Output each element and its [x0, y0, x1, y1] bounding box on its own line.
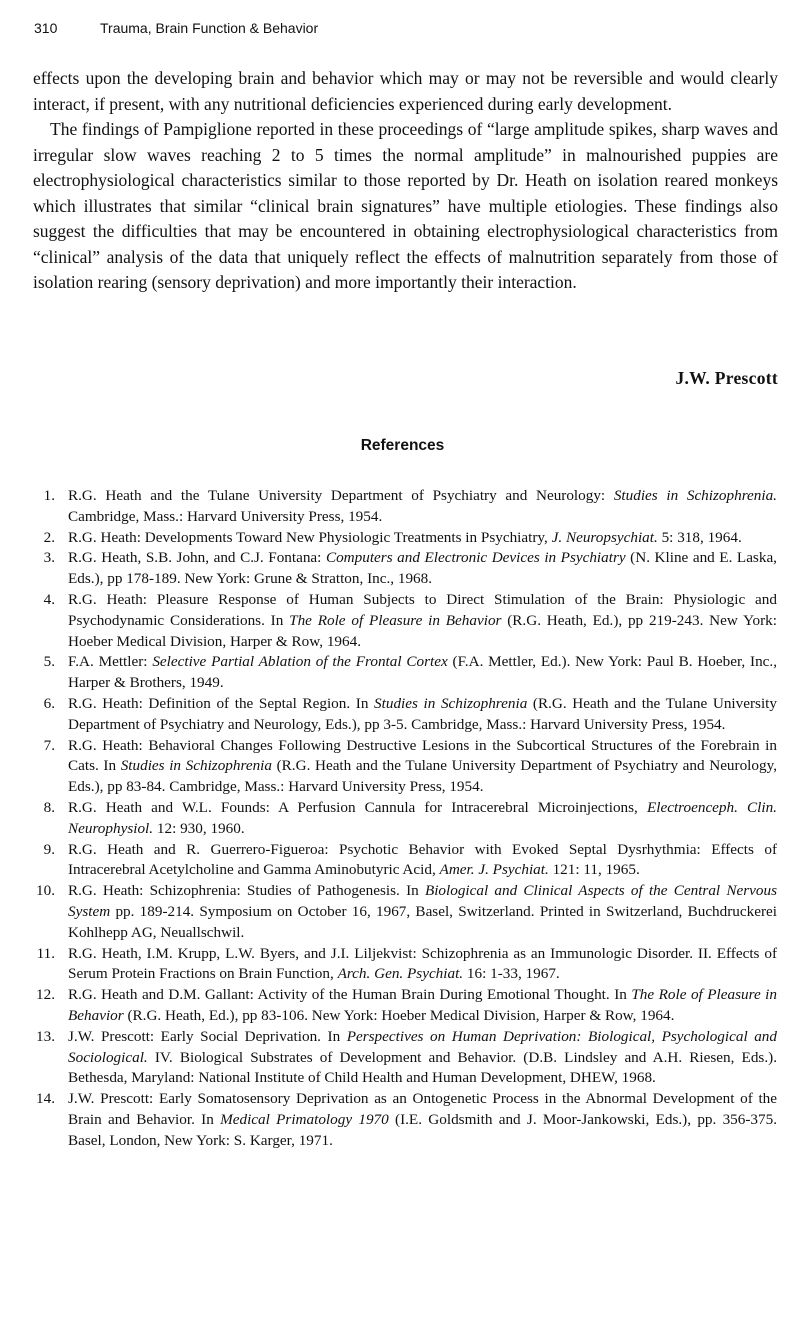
reference-item — [0, 881, 805, 943]
reference-title: Perspectives on Human Deprivation: Biological, Psychological and Sociological. — [68, 1027, 777, 1066]
reference-number: 11. — [36, 944, 55, 962]
paragraph: effects upon the developing brain and behavior which may or may not be reversible and would clearly interact, if present, with any nutritional deficiencies experienced during early development. — [33, 68, 778, 114]
reference-number: 14. — [36, 1090, 55, 1108]
reference-title: Studies in Schizophrenia — [374, 694, 528, 712]
reference-title: Studies in Schizophrenia — [120, 757, 272, 775]
reference-item — [0, 528, 805, 549]
paragraph: The findings of Pampiglione reported in these proceedings of “large amplitude spikes, sharp waves and irregular slow waves reaching 2 to 5 times the normal amplitude” in malnourished puppies are electrophysiological characteristics similar to those reported by Dr. Heath on isolation reared monkeys which illustrates that similar “clinical brain signatures” have multiple etiologies. These findings also suggest the difficulties that may be encountered in obtaining electrophysiological characteristics from “clinical” analysis of the data that uniquely reflect the effects of malnutrition separately from those of isolation rearing (sensory deprivation) and more importantly their interaction. — [33, 119, 778, 292]
reference-number: 7. — [43, 736, 55, 754]
reference-number: 3. — [43, 549, 55, 567]
reference-text: J.W. Prescott: Early Social Deprivation. In Perspectives on Human Deprivation: Biological, Psychological and Sociological. IV. Biological Substrates of Development and Behavior. (D.B. Lindsley and A.H. Riesen, Eds.). Bethesda, Maryland: National Institute of Child Health and Human Development, DHEW, 1968. — [68, 1027, 777, 1087]
reference-item — [0, 944, 805, 986]
reference-item — [0, 590, 805, 652]
reference-number: 1. — [43, 487, 55, 504]
reference-number: 4. — [43, 590, 55, 608]
reference-text: R.G. Heath, I.M. Krupp, L.W. Byers, and J.I. Liljekvist: Schizophrenia as an Immunologic Disorder. II. Effects of Serum Protein Fractions on Brain Function, Arch. Gen. Psychiat. 16: 1-33, 1967. — [68, 944, 777, 983]
reference-title: Biological and Clinical Aspects of the Central Nervous System — [68, 882, 777, 920]
reference-item — [0, 1027, 805, 1089]
reference-title: J. Neuropsychiat. — [551, 528, 658, 546]
references-list — [0, 486, 805, 1152]
reference-item — [0, 486, 805, 528]
reference-text: R.G. Heath: Developments Toward New Physiologic Treatments in Psychiatry, J. Neuropsychiat. 5: 318, 1964. — [68, 528, 742, 546]
reference-item — [0, 694, 805, 736]
reference-text: J.W. Prescott: Early Somatosensory Deprivation as an Ontogenetic Process in the Abnormal Development of the Brain and Behavior. In Medical Primatology 1970 (I.E. Goldsmith and J. Moor-Jankowski, Eds.), pp. 356-375. Basel, London, New York: S. Karger, 1971. — [68, 1090, 778, 1149]
reference-item — [0, 652, 805, 694]
page-number: 310 — [34, 20, 58, 36]
reference-text: R.G. Heath: Schizophrenia: Studies of Pathogenesis. In Biological and Clinical Aspects of the Central Nervous System pp. 189-214. Symposium on October 16, 1967, Basel, Switzerland. Printed in Switzerland, Buchdruckerei Kohlhepp AG, Neuallschwil. — [68, 882, 777, 941]
reference-title: Arch. Gen. Psychiat. — [337, 965, 464, 983]
reference-text: R.G. Heath and W.L. Founds: A Perfusion Cannula for Intracerebral Microinjections, Electroenceph. Clin. Neurophysiol. 12: 930, 1960. — [68, 798, 777, 837]
reference-title: Computers and Electronic Devices in Psychiatry — [325, 549, 626, 567]
reference-title: Medical Primatology 1970 — [220, 1110, 389, 1128]
reference-title: Amer. J. Psychiat. — [439, 861, 549, 879]
reference-title: Selective Partial Ablation of the Frontal Cortex — [152, 653, 448, 671]
reference-text: R.G. Heath and D.M. Gallant: Activity of the Human Brain During Emotional Thought. In The Role of Pleasure in Behavior (R.G. Heath, Ed.), pp 83-106. New York: Hoeber Medical Division, Harper & Row, 1964. — [68, 986, 777, 1024]
reference-number: 5. — [43, 653, 55, 671]
reference-number: 6. — [43, 694, 55, 712]
reference-item — [0, 798, 805, 840]
reference-item — [0, 1089, 805, 1151]
reference-item — [0, 736, 805, 798]
reference-number: 9. — [43, 840, 55, 858]
running-header — [34, 20, 318, 36]
reference-text: R.G. Heath and the Tulane University Department of Psychiatry and Neurology: Studies in Schizophrenia. Cambridge, Mass.: Harvard University Press, 1954. — [68, 487, 777, 525]
reference-title: The Role of Pleasure in Behavior — [289, 611, 502, 629]
reference-title: The Role of Pleasure in Behavior — [68, 986, 777, 1024]
reference-number: 8. — [43, 798, 55, 816]
reference-item — [0, 985, 805, 1027]
author-signature: J.W. Prescott — [675, 368, 778, 388]
reference-text: R.G. Heath: Behavioral Changes Following Destructive Lesions in the Subcortical Structures of the Forebrain in Cats. In Studies in Schizophrenia (R.G. Heath and the Tulane University Department of Psychiatry and Neurology, Eds.), pp 83-84. Cambridge, Mass.: Harvard University Press, 1954. — [68, 736, 777, 796]
reference-text: F.A. Mettler: Selective Partial Ablation of the Frontal Cortex (F.A. Mettler, Ed.). New York: Paul B. Hoeber, Inc., Harper & Brothers, 1949. — [68, 653, 778, 692]
body-text — [33, 66, 778, 296]
reference-number: 13. — [36, 1027, 55, 1045]
reference-text: R.G. Heath and R. Guerrero-Figueroa: Psychotic Behavior with Evoked Septal Dysrhythmia: Effects of Intracerebral Acetylcholine and Gamma Aminobutyric Acid, Amer. J. Psychiat. 121: 11, 1965. — [68, 840, 777, 879]
references-heading: References — [360, 437, 445, 454]
reference-title: Electroenceph. Clin. Neurophysiol. — [68, 798, 777, 837]
reference-number: 12. — [36, 986, 55, 1004]
reference-text: R.G. Heath, S.B. John, and C.J. Fontana: Computers and Electronic Devices in Psychiatry (N. Kline and E. Laska, Eds.), pp 178-189. New York: Grune & Stratton, Inc., 1968. — [68, 549, 777, 588]
reference-number: 10. — [36, 882, 55, 900]
reference-text: R.G. Heath: Definition of the Septal Region. In Studies in Schizophrenia (R.G. Heath and the Tulane University Department of Psychiatry and Neurology, Eds.), pp 3-5. Cambridge, Mass.: Harvard University Press, 1954. — [68, 694, 777, 733]
running-title: Trauma, Brain Function & Behavior — [100, 20, 319, 36]
reference-title: Studies in Schizophrenia. — [613, 487, 777, 504]
reference-number: 2. — [43, 528, 55, 546]
reference-item — [0, 840, 805, 882]
reference-item — [0, 548, 805, 590]
reference-text: R.G. Heath: Pleasure Response of Human Subjects to Direct Stimulation of the Brain: Physiologic and Psychodynamic Considerations. In The Role of Pleasure in Behavior (R.G. Heath, Ed.), pp 219-243. New York: Hoeber Medical Division, Harper & Row, 1964. — [68, 590, 777, 650]
